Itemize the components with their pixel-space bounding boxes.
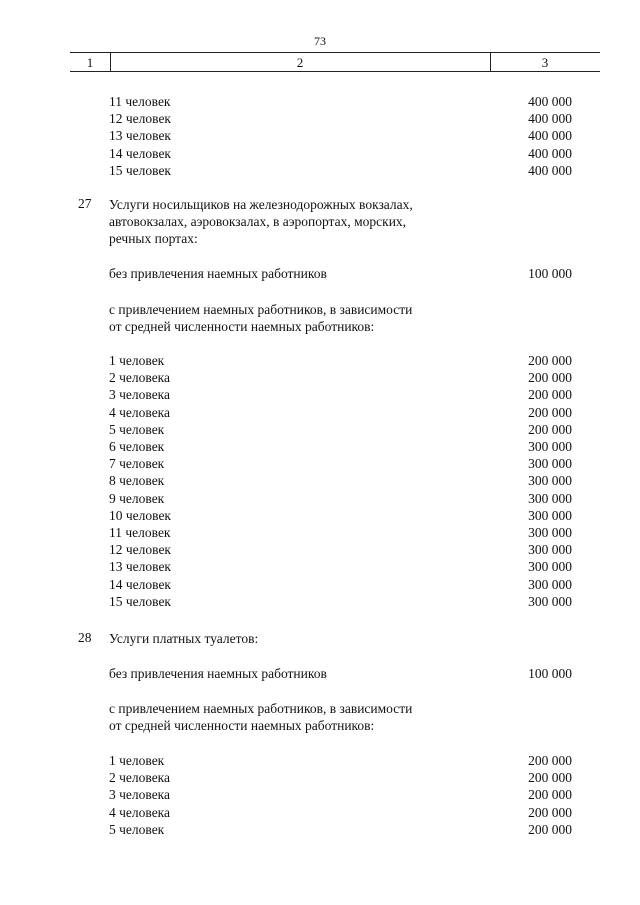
row-value: 200 000: [528, 404, 572, 420]
row-label: 1 человек: [109, 353, 165, 368]
row-value: 100 000: [528, 666, 572, 681]
row-label: 11 человек: [109, 94, 171, 109]
table-row: [0, 541, 640, 558]
item-title-line: Услуги платных туалетов:: [109, 631, 259, 646]
row-label: 4 человека: [109, 404, 171, 420]
item-title-line: автовокзалах, аэровокзалах, в аэропортах, морских,: [109, 214, 407, 229]
row-label: 13 человек: [109, 128, 171, 144]
row-value: 300 000: [528, 490, 572, 506]
table-row: [0, 369, 640, 386]
row-value: 300 000: [528, 507, 572, 523]
page-number: 73: [314, 34, 326, 48]
row-value: 400 000: [528, 128, 572, 144]
item-number: 28: [78, 630, 92, 645]
row-value: 400 000: [528, 111, 572, 127]
item-number: 27: [78, 196, 92, 211]
row-label: 4 человека: [109, 804, 171, 820]
row-label: 13 человек: [109, 559, 171, 575]
table-row: [0, 507, 640, 524]
table-row: [0, 265, 640, 282]
table-row: [0, 404, 640, 421]
subheading-line: с привлечением наемных работников, в зависимости: [109, 701, 413, 716]
table-row: [0, 752, 640, 769]
row-label: 12 человек: [109, 542, 171, 558]
header-bottom-rule: [70, 71, 600, 72]
row-value: 300 000: [528, 559, 572, 575]
row-value: 300 000: [528, 593, 572, 609]
row-value: 200 000: [528, 370, 572, 386]
row-label: 3 человека: [109, 787, 171, 803]
row-value: 300 000: [528, 439, 572, 454]
subheading-line: с привлечением наемных работников, в зависимости: [109, 302, 413, 317]
row-value: 200 000: [528, 770, 572, 786]
table-row: [0, 593, 640, 610]
row-value: 400 000: [528, 145, 572, 161]
row-label: 9 человек: [109, 490, 165, 506]
row-value: 300 000: [528, 576, 572, 592]
column-header: [70, 52, 600, 72]
row-value: 400 000: [528, 94, 572, 109]
column-header-1: 1: [86, 55, 94, 70]
row-label: 10 человек: [109, 507, 171, 523]
row-label: 14 человек: [109, 145, 171, 161]
table-row: [0, 490, 640, 507]
column-header-3: 3: [541, 55, 549, 70]
table-row: [0, 786, 640, 803]
row-value: 200 000: [528, 421, 572, 437]
table-row: [0, 110, 640, 127]
table-row: [0, 558, 640, 575]
table-row: [0, 472, 640, 489]
row-value: 400 000: [528, 162, 572, 178]
row-label: 7 человек: [109, 456, 165, 472]
row-value: 200 000: [528, 353, 572, 368]
table-row: [0, 162, 640, 179]
table-row: [0, 524, 640, 541]
row-label: без привлечения наемных работников: [109, 666, 327, 681]
row-value: 200 000: [528, 821, 572, 837]
item-title-line: речных портах:: [109, 231, 198, 246]
row-value: 200 000: [528, 804, 572, 820]
column-header-2: 2: [296, 55, 304, 70]
table-row: [0, 665, 640, 682]
row-label: 14 человек: [109, 576, 171, 592]
row-label: 5 человек: [109, 421, 165, 437]
subheading-line: от средней численности наемных работников:: [109, 718, 375, 733]
header-top-rule: [70, 52, 600, 53]
table-row: [0, 93, 640, 110]
row-value: 300 000: [528, 542, 572, 558]
row-value: 100 000: [528, 266, 572, 281]
table-row: [0, 145, 640, 162]
row-label: 3 человека: [109, 387, 171, 403]
row-label: 6 человек: [109, 439, 165, 454]
table-row: [0, 821, 640, 838]
table-row: [0, 386, 640, 403]
row-label: 12 человек: [109, 111, 171, 127]
row-label: 11 человек: [109, 525, 171, 540]
table-row: [0, 804, 640, 821]
row-label: 15 человек: [109, 593, 171, 609]
item-title-line: Услуги носильщиков на железнодорожных вокзалах,: [109, 197, 413, 212]
row-label: 5 человек: [109, 821, 165, 837]
table-row: [0, 421, 640, 438]
subheading-line: от средней численности наемных работников:: [109, 319, 375, 334]
row-value: 300 000: [528, 473, 572, 489]
table-row: [0, 576, 640, 593]
row-value: 200 000: [528, 787, 572, 803]
row-label: 2 человека: [109, 370, 171, 386]
row-value: 300 000: [528, 456, 572, 472]
row-value: 200 000: [528, 753, 572, 768]
table-row: [0, 769, 640, 786]
table-row: [0, 438, 640, 455]
table-row: [0, 127, 640, 144]
row-label: без привлечения наемных работников: [109, 266, 327, 281]
row-label: 15 человек: [109, 162, 171, 178]
row-value: 300 000: [528, 525, 572, 540]
table-row: [0, 352, 640, 369]
row-label: 8 человек: [109, 473, 165, 489]
table-row: [0, 455, 640, 472]
row-label: 1 человек: [109, 753, 165, 768]
row-value: 200 000: [528, 387, 572, 403]
row-label: 2 человека: [109, 770, 171, 786]
